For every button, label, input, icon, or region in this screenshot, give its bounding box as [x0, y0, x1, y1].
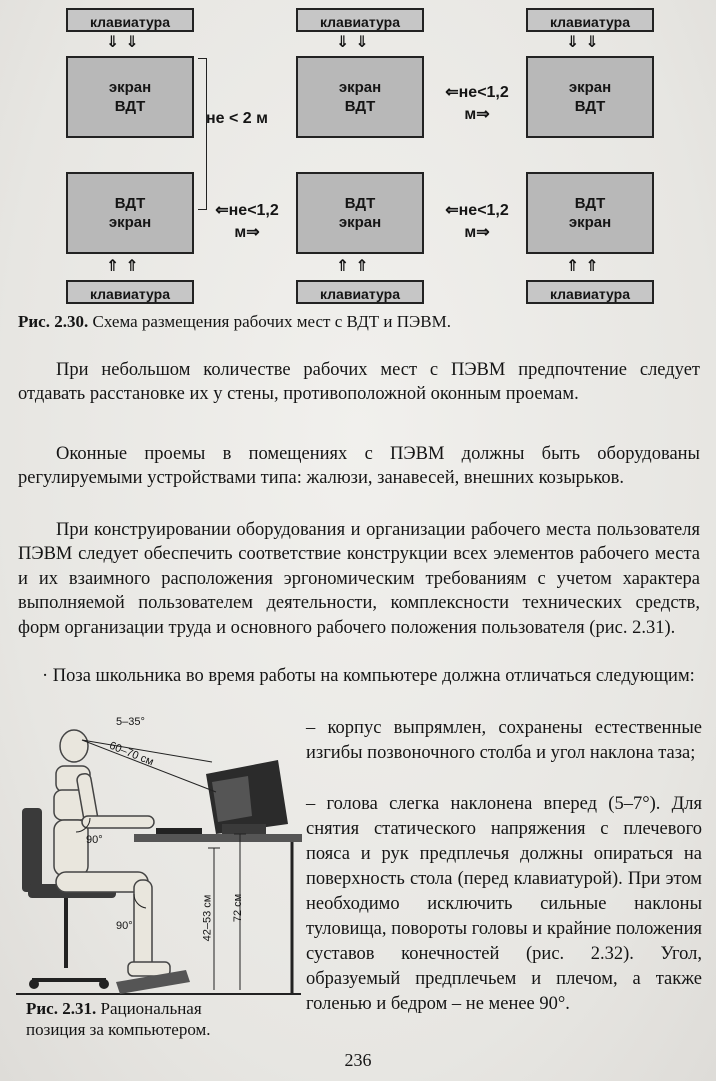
distance-text: ⇐не<1,2: [215, 202, 279, 219]
up-arrows-icon: ⇑⇑: [566, 256, 605, 275]
angle-label: 90°: [86, 834, 103, 846]
keyboard-box: клавиатура: [526, 280, 654, 304]
up-arrows-icon: ⇑⇑: [106, 256, 145, 275]
vdt-screen-box: [296, 172, 424, 254]
keyboard-box: клавиатура: [296, 280, 424, 304]
down-arrows-icon: ⇓⇓: [336, 32, 375, 51]
vdt-screen-box: [526, 56, 654, 138]
vdt-screen-box: [66, 56, 194, 138]
figure-2-30-workstation-layout: [20, 0, 700, 310]
vdt-label: ВДТ: [574, 98, 606, 115]
page-number: 236: [344, 1050, 372, 1070]
screen-label: экран: [108, 79, 152, 96]
screen-label: экран: [338, 214, 382, 231]
distance-text: ⇐не<1,2: [445, 84, 509, 101]
list-item: – голова слегка наклонена вперед (5–7°). Для снятия статического напряжения с плечевого пояса и рук предплечья должны опираться на поверхность стола (перед клавиатурой). При этом необходимо исключить сильные наклоны туловища, повороты головы и крайние положения суставов конечностей (рис. 2.32). Угол, образуемый предплечьем и плечом, а также голенью и бедром – не менее 90°.: [306, 794, 702, 1014]
posture-drawing: [16, 712, 306, 1002]
vdt-screen-box: [66, 172, 194, 254]
caption-text: позиция за компьютером.: [26, 1020, 211, 1039]
vdt-label: ВДТ: [114, 98, 146, 115]
keyboard-box: клавиатура: [66, 8, 194, 32]
screen-label: экран: [338, 79, 382, 96]
caption-text: Рациональная: [100, 999, 202, 1018]
paragraph: Оконные проемы в помещениях с ПЭВМ должны быть оборудованы регулируемыми устройствами типа: жалюзи, занавесей, внешних козырьков.: [18, 444, 700, 489]
vdt-screen-box: [526, 172, 654, 254]
height-label: 72 см: [232, 893, 245, 923]
distance-label: 60–70 см: [107, 739, 156, 769]
distance-label-lt2: не < 2 м: [206, 110, 268, 127]
vdt-label: ВДТ: [344, 195, 376, 212]
distance-text: ⇐не<1,2: [445, 202, 509, 219]
up-arrows-icon: ⇑⇑: [336, 256, 375, 275]
down-arrows-icon: ⇓⇓: [106, 32, 145, 51]
screen-label: экран: [568, 79, 612, 96]
distance-label-lt12: [202, 200, 292, 244]
height-label: 42–53 см: [201, 894, 214, 942]
angle-label: 5–35°: [116, 716, 145, 728]
figure-caption-2-30: [18, 312, 451, 332]
caption-text: Схема размещения рабочих мест с ВДТ и ПЭВМ.: [92, 312, 451, 331]
distance-text: м⇒: [464, 106, 490, 123]
figure-2-31-posture-illustration: [16, 712, 306, 1002]
distance-text: м⇒: [234, 224, 260, 241]
distance-text: м⇒: [464, 224, 490, 241]
screen-label: экран: [108, 214, 152, 231]
distance-label-lt12: [432, 82, 522, 126]
vdt-label: ВДТ: [344, 98, 376, 115]
keyboard-box: клавиатура: [526, 8, 654, 32]
paragraph: При конструировании оборудования и организации рабочего места пользователя ПЭВМ следует обеспечить соответствие конструкции всех элементов рабочего места и их взаимного расположения эргономическим требованиям с учетом характера выполняемой пользователем деятельности, комплексности технических средств, форм организации труда и основного рабочего положения пользователя (рис. 2.31).: [18, 520, 700, 638]
caption-label: Рис. 2.30.: [18, 312, 89, 331]
down-arrows-icon: ⇓⇓: [566, 32, 605, 51]
vdt-screen-box: [296, 56, 424, 138]
distance-label-lt12: [432, 200, 522, 244]
figure-caption-2-31: [26, 998, 211, 1040]
keyboard-box: клавиатура: [66, 280, 194, 304]
list-item: – корпус выпрямлен, сохранены естественные изгибы позвоночного столба и угол наклона таза;: [306, 718, 702, 763]
paragraph: · Поза школьника во время работы на компьютере должна отличаться следующим:: [42, 666, 695, 686]
vdt-label: ВДТ: [574, 195, 606, 212]
paragraph: При небольшом количестве рабочих мест с ПЭВМ предпочтение следует отдавать расстановке их у стены, противоположной оконным проемам.: [18, 360, 700, 405]
vdt-label: ВДТ: [114, 195, 146, 212]
distance-bracket: [198, 58, 207, 210]
keyboard-box: клавиатура: [296, 8, 424, 32]
screen-label: экран: [568, 214, 612, 231]
angle-label: 90°: [116, 920, 133, 932]
caption-label: Рис. 2.31.: [26, 999, 97, 1018]
